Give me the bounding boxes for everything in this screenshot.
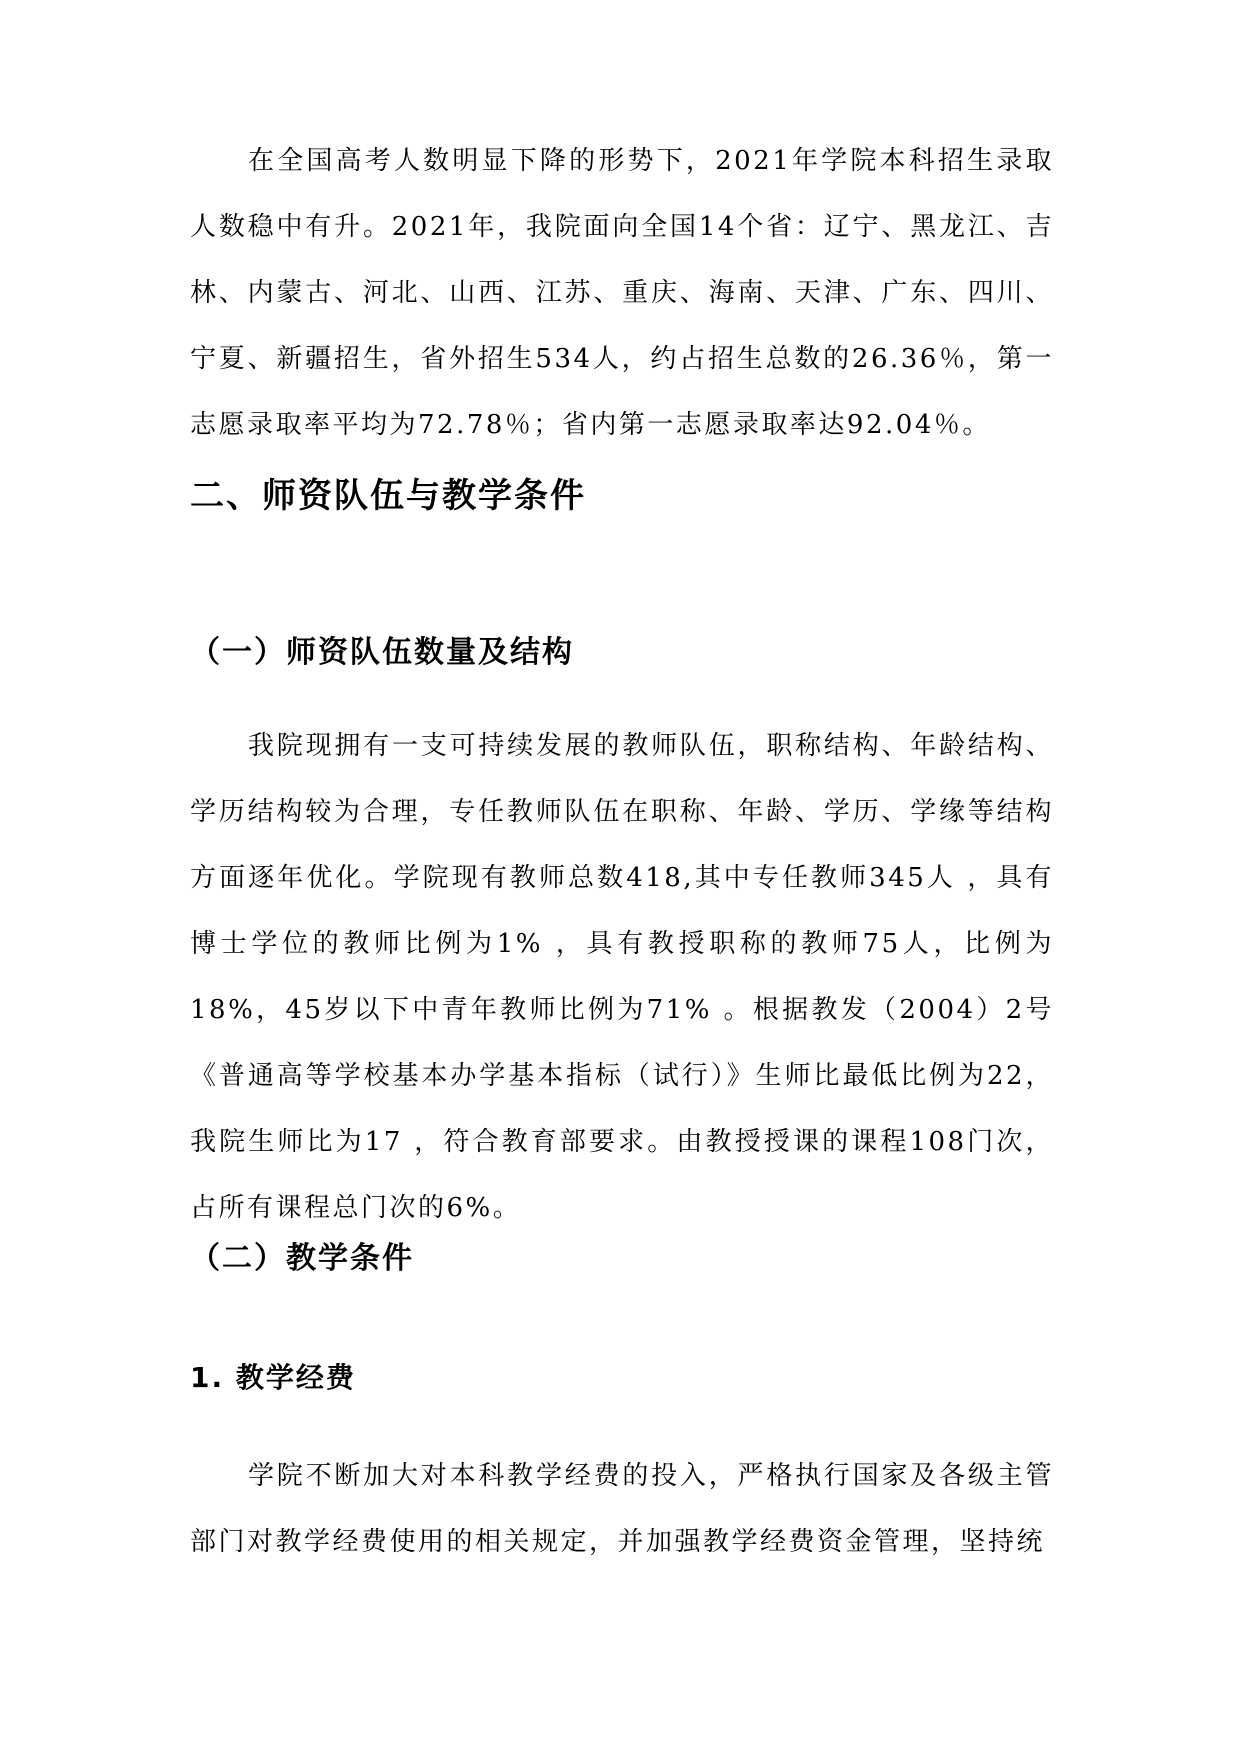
- subsection-heading-teaching-conditions: （二）教学条件: [190, 1241, 414, 1276]
- subsection-heading-faculty-structure: （一）师资队伍数量及结构: [190, 635, 574, 670]
- section-heading-faculty-and-conditions: 二、师资队伍与教学条件: [190, 476, 586, 516]
- faculty-paragraph: 我院现拥有一支可持续发展的教师队伍，职称结构、年龄结构、学历结构较为合理，专任教师队伍在职称、年龄、学历、学缘等结构方面逐年优化。学院现有教师总数418,其中专任教师345人 ，具有博士学位的教师比例为1% ，具有教授职称的教师75人，比例为18%，45岁以下中青年教师比例为71% 。根据教发（2004）2号《普通高等学校基本办学基本指标（试行）》生师比最低比例为22，我院生师比为17 ，符合教育部要求。由教授授课的课程108门次，占所有课程总门次的6%。: [190, 731, 1054, 1223]
- funding-paragraph: 学院不断加大对本科教学经费的投入，严格执行国家及各级主管部门对教学经费使用的相关规定，并加强教学经费资金管理，坚持统: [190, 1461, 1054, 1557]
- enrollment-paragraph: 在全国高考人数明显下降的形势下，2021年学院本科招生录取人数稳中有升。2021年，我院面向全国14个省：辽宁、黑龙江、吉林、内蒙古、河北、山西、江苏、重庆、海南、天津、广东、四川、宁夏、新疆招生，省外招生534人，约占招生总数的26.36％，第一志愿录取率平均为72.78％；省内第一志愿录取率达92.04％。: [190, 146, 1054, 440]
- item-heading-teaching-funds: 1. 教学经费: [190, 1361, 356, 1394]
